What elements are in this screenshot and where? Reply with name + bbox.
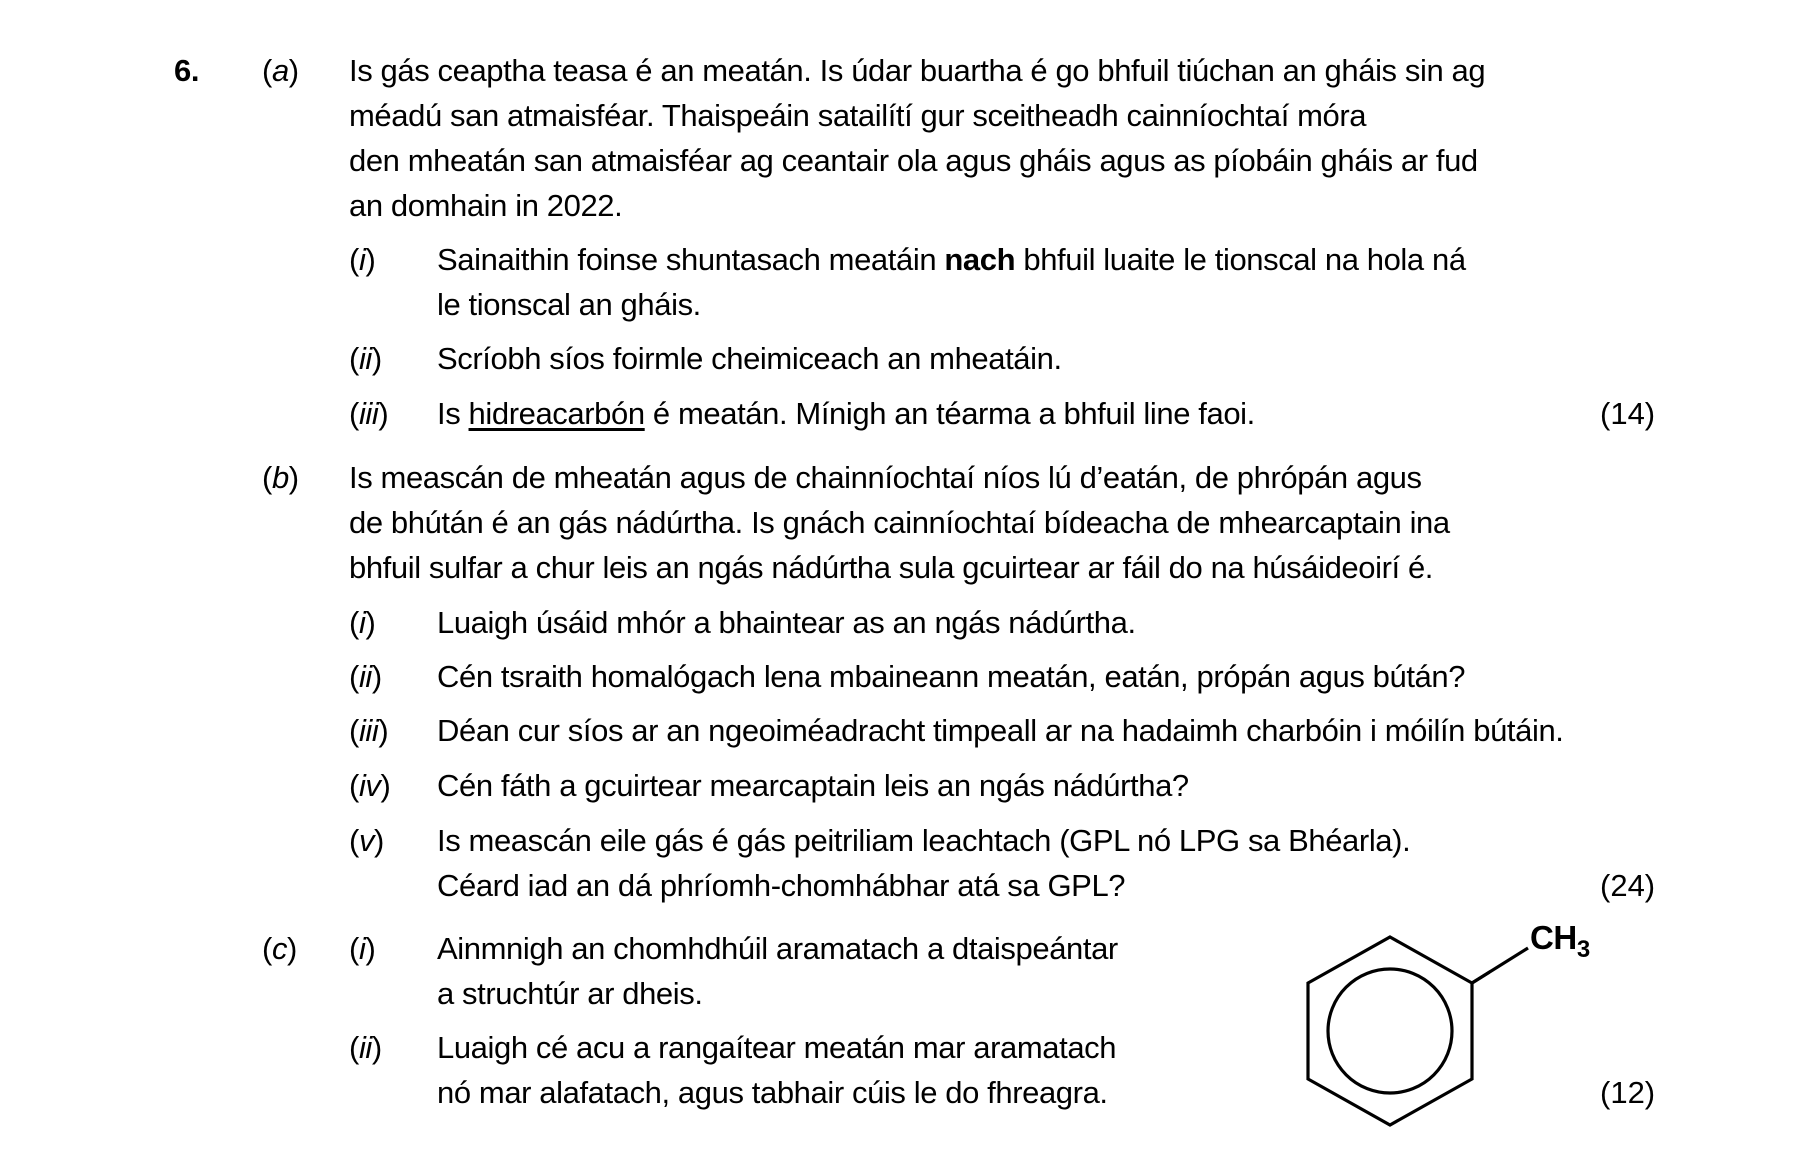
part-b-v-label: (v) (349, 823, 384, 858)
part-b-v-text-line-1: Is meascán eile gás é gás peitriliam leachtach (GPL nó LPG sa Bhéarla). (437, 823, 1411, 858)
part-c-ii-label: (ii) (349, 1030, 382, 1065)
part-c-ii-text-line-1: Luaigh cé acu a rangaítear meatán mar aramatach (437, 1030, 1117, 1065)
part-a-i-text-line-1: Sainaithin foinse shuntasach meatáin nach bhfuil luaite le tionscal na hola ná (437, 242, 1466, 277)
underlined-term: hidreacarbón (468, 396, 645, 431)
part-b-label: (b) (262, 460, 299, 495)
part-a-ii-label: (ii) (349, 341, 382, 376)
part-a-i-text-line-2: le tionscal an gháis. (437, 287, 701, 322)
part-b-iv-label: (iv) (349, 768, 391, 803)
part-a-text-line-4: an domhain in 2022. (349, 188, 623, 223)
methyl-group-label: $CH_3$ (1530, 919, 1590, 963)
part-b-v-text-line-2: Céard iad an dá phríomh-chomhábhar atá sa GPL? (437, 868, 1126, 903)
benzene-ring-hexagon (1308, 937, 1472, 1125)
part-a-text-line-1: Is gás ceaptha teasa é an meatán. Is údar buartha é go bhfuil tiúchan an gháis sin ag (349, 53, 1486, 88)
methyl-bond-extension (1472, 925, 1532, 985)
part-b-marks: (24) (1600, 868, 1656, 903)
part-a-iii-text: Is hidreacarbón é meatán. Mínigh an téarma a bhfuil line faoi. (437, 396, 1255, 431)
part-a-text-line-3: den mheatán san atmaisféar ag ceantair ola agus gháis agus as píobáin gháis ar fud (349, 143, 1478, 178)
part-b-text-line-3: bhfuil sulfar a chur leis an ngás nádúrtha sula gcuirtear ar fáil do na húsáideoirí é. (349, 550, 1433, 585)
part-a-text-line-2: méadú san atmaisféar. Thaispeáin satailítí gur sceitheadh cainníochtaí móra (349, 98, 1367, 133)
part-b-ii-text: Cén tsraith homalógach lena mbaineann meatán, eatán, própán agus bútán? (437, 659, 1466, 694)
emphasis-nach: nach (944, 242, 1016, 277)
part-c-i-text-line-2: a struchtúr ar dheis. (437, 976, 703, 1011)
part-b-i-label: (i) (349, 605, 376, 640)
part-b-iii-text: Déan cur síos ar an ngeoiméadracht timpeall ar na hadaimh charbóin i móilín bútáin. (437, 713, 1564, 748)
part-a-i-label: (i) (349, 242, 376, 277)
part-b-iii-label: (iii) (349, 713, 389, 748)
part-a-iii-label: (iii) (349, 396, 389, 431)
part-a-ii-text: Scríobh síos foirmle cheimiceach an mheatáin. (437, 341, 1062, 376)
part-b-iv-text: Cén fáth a gcuirtear mearcaptain leis an ngás nádúrtha? (437, 768, 1189, 803)
part-b-ii-label: (ii) (349, 659, 382, 694)
part-c-marks: (12) (1600, 1075, 1656, 1110)
part-c-ii-text-line-2: nó mar alafatach, agus tabhair cúis le do fhreagra. (437, 1075, 1108, 1110)
part-a-label: (a) (262, 53, 299, 88)
part-a-marks: (14) (1600, 396, 1656, 431)
toluene-structure-diagram (1290, 925, 1490, 1130)
part-b-i-text: Luaigh úsáid mhór a bhaintear as an ngás nádúrtha. (437, 605, 1136, 640)
part-b-text-line-1: Is meascán de mheatán agus de chainníochtaí níos lú d’eatán, de phrópán agus (349, 460, 1422, 495)
part-c-i-text-line-1: Ainmnigh an chomhdhúil aramatach a dtaispeántar (437, 931, 1118, 966)
part-b-text-line-2: de bhútán é an gás nádúrtha. Is gnách cainníochtaí bídeacha de mhearcaptain ina (349, 505, 1450, 540)
part-c-label: (c) (262, 931, 297, 966)
part-c-i-label: (i) (349, 931, 376, 966)
aromatic-ring-circle (1328, 969, 1452, 1093)
question-number: 6. (174, 53, 200, 88)
